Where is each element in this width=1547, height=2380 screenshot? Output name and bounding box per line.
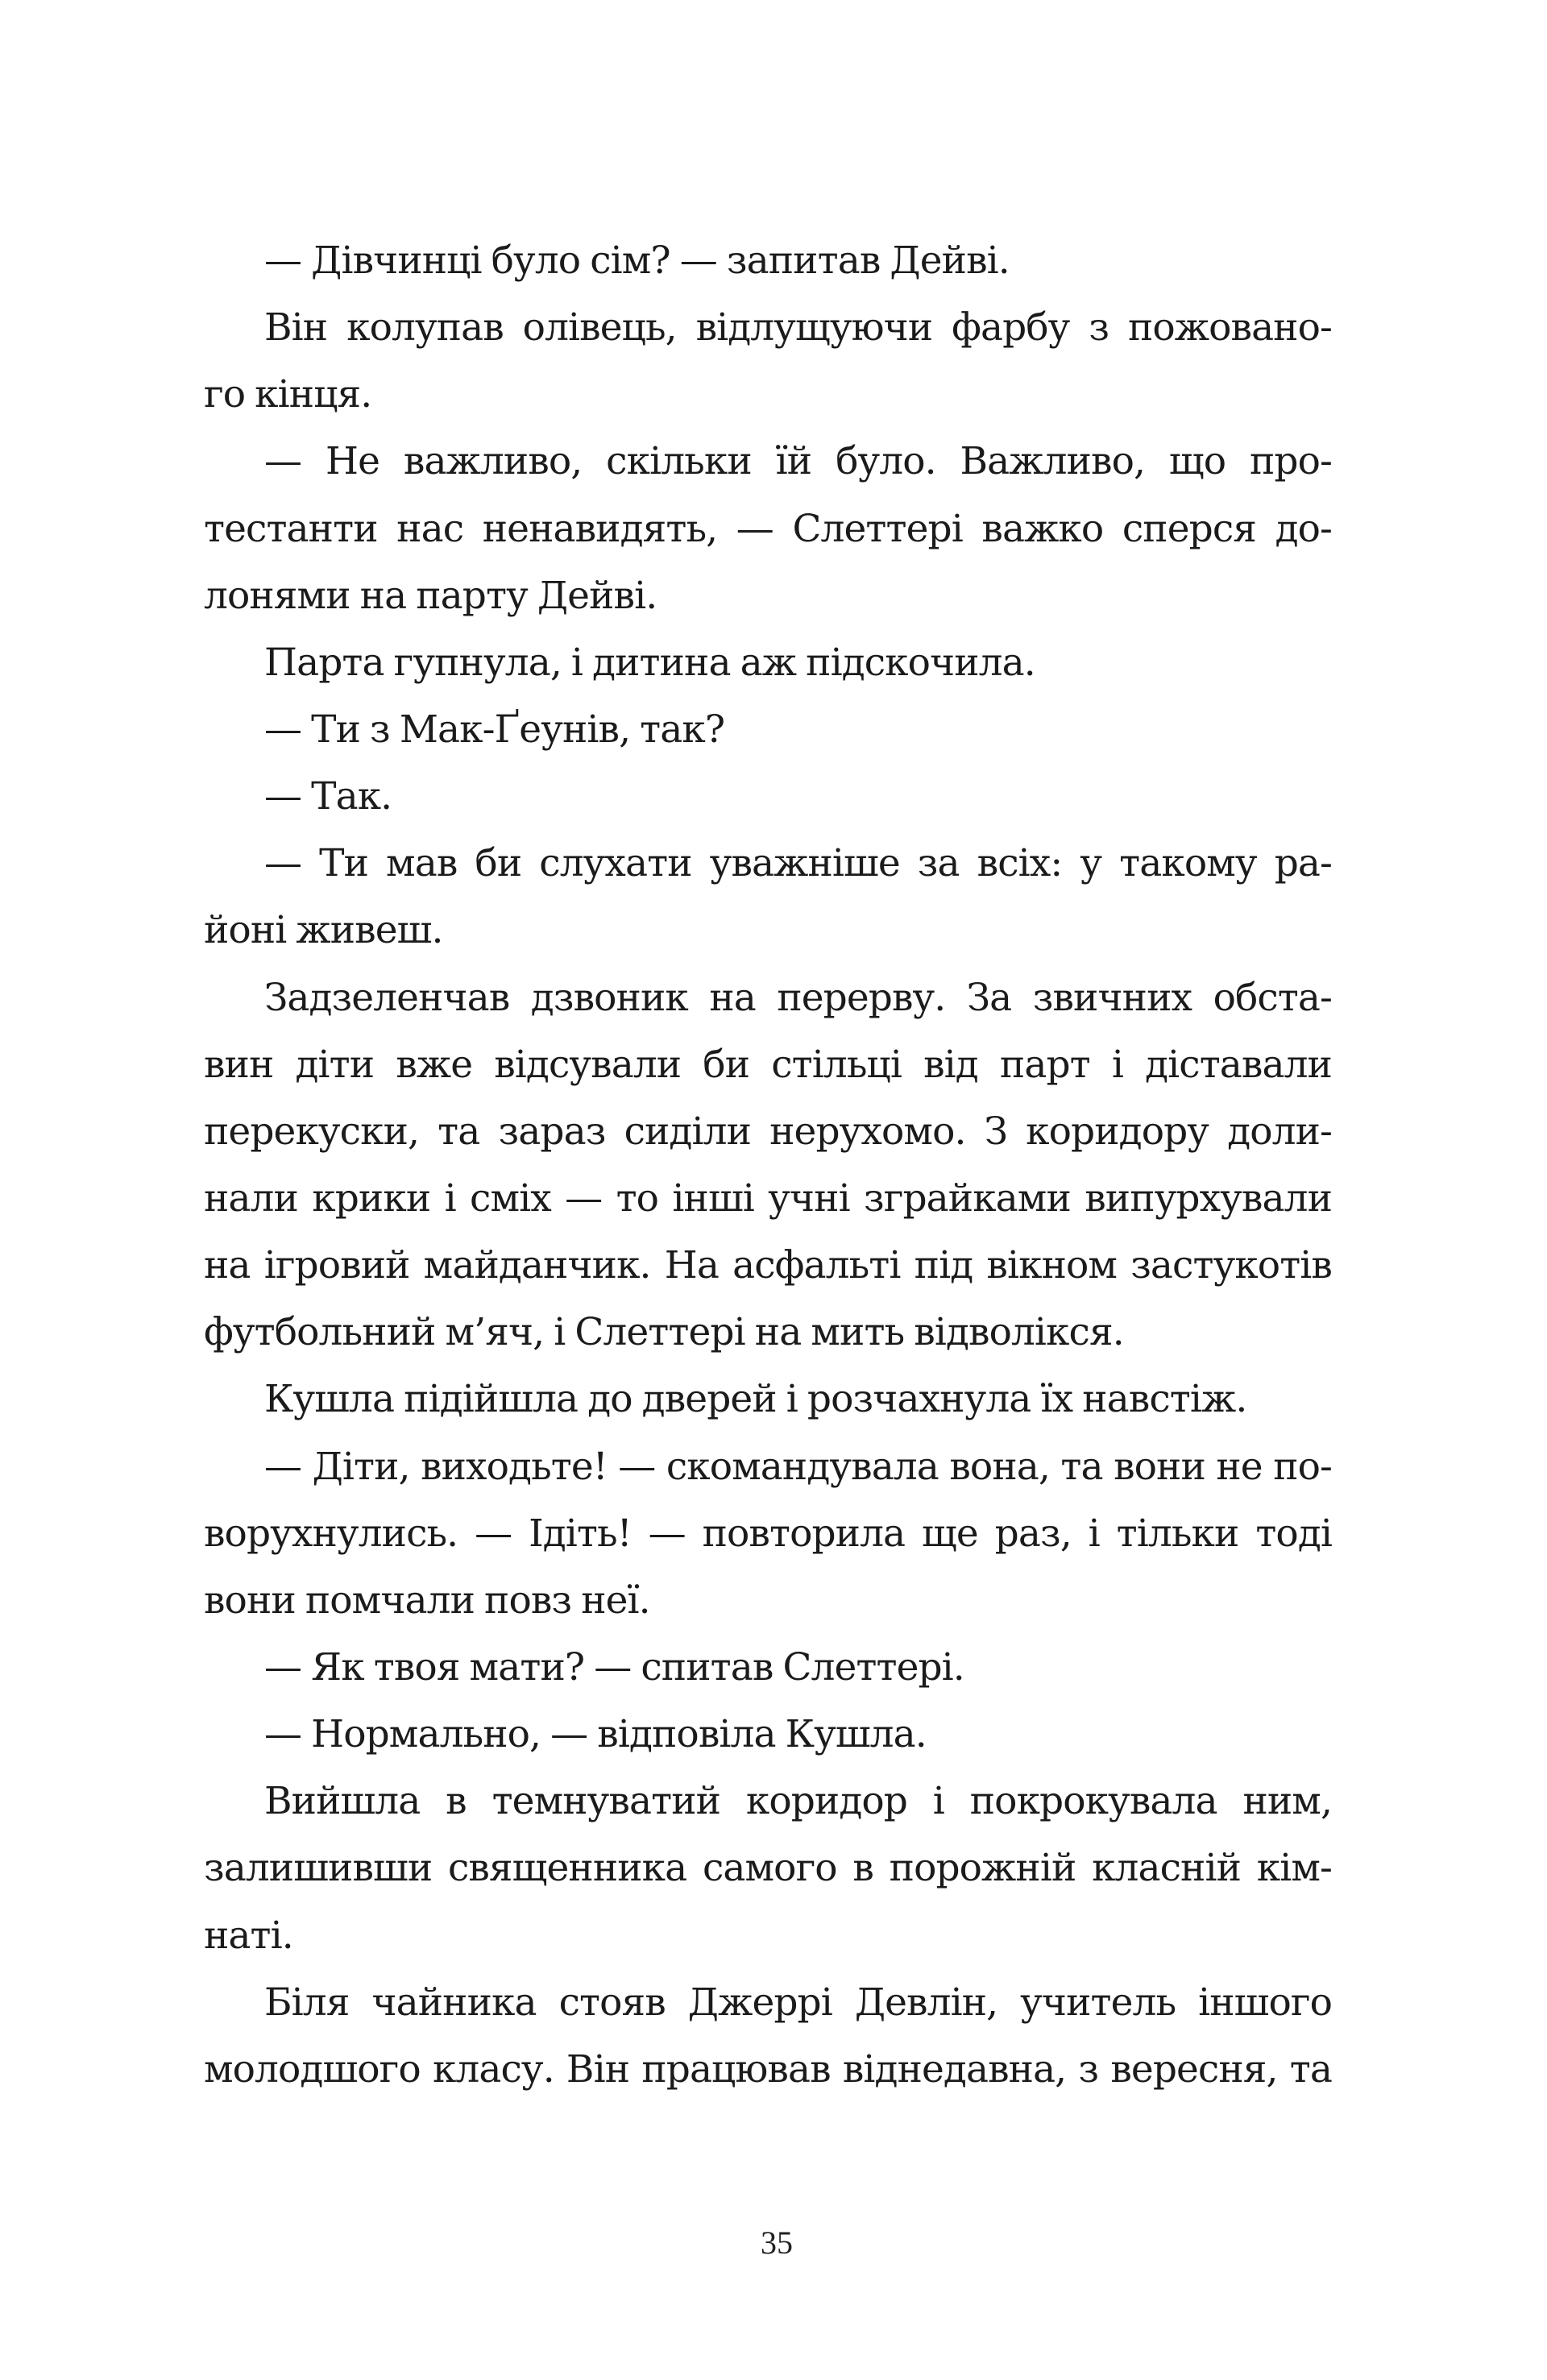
text-line: молодшого класу. Він працював віднедавна, з вересня, та bbox=[204, 2046, 1332, 2092]
text-line: — Діти, виходьте! — скомандувала вона, та вони не по- bbox=[264, 1444, 1332, 1489]
text-line: Кушла підійшла до дверей і розчахнула їх навстіж. bbox=[264, 1377, 1247, 1422]
text-line: йоні живеш. bbox=[204, 908, 443, 953]
text-line: го кінця. bbox=[204, 372, 372, 417]
text-line: — Дівчинці було сім? — запитав Дейві. bbox=[264, 238, 1010, 283]
text-line: — Нормально, — відповіла Кушла. bbox=[264, 1712, 927, 1757]
text-line: футбольний м’яч, і Слеттері на мить відволікся. bbox=[204, 1310, 1124, 1355]
text-line: — Ти мав би слухати уважніше за всіх: у такому ра- bbox=[264, 841, 1332, 886]
text-line: лонями на парту Дейві. bbox=[204, 573, 657, 618]
text-line: вони помчали повз неї. bbox=[204, 1578, 650, 1623]
text-line: залишивши священника самого в порожній класній кім- bbox=[204, 1846, 1332, 1891]
text-line: — Не важливо, скільки їй було. Важливо, що про- bbox=[264, 439, 1332, 484]
text-line: — Як твоя мати? — спитав Слеттері. bbox=[264, 1644, 964, 1690]
text-line: Біля чайника стояв Джеррі Девлін, учитель іншого bbox=[264, 1980, 1332, 2025]
text-line: Він колупав олівець, відлущуючи фарбу з пожовано- bbox=[264, 305, 1332, 350]
text-line: тестанти нас ненавидять, — Слеттері важко сперся до- bbox=[204, 506, 1332, 551]
text-line: — Ти з Мак-Ґеунів, так? bbox=[264, 707, 725, 752]
text-line: Вийшла в темнуватий коридор і покрокувала ним, bbox=[264, 1779, 1332, 1824]
text-line: наті. bbox=[204, 1913, 293, 1958]
text-line: нали крики і сміх — то інші учні зграйками випурхували bbox=[204, 1175, 1332, 1221]
text-line: вин діти вже відсували би стільці від парт і діставали bbox=[204, 1042, 1332, 1087]
text-line: Парта гупнула, і дитина аж підскочила. bbox=[264, 640, 1035, 685]
text-line: на ігровий майданчик. На асфальті під вікном застукотів bbox=[204, 1243, 1332, 1288]
text-line: ворухнулись. — Ідіть! — повторила ще раз, і тільки тоді bbox=[204, 1511, 1332, 1556]
text-line: Задзеленчав дзвоник на перерву. За звичних обста- bbox=[264, 975, 1332, 1020]
page-number: 35 bbox=[761, 2225, 793, 2261]
body-text bbox=[204, 227, 1332, 2103]
text-line: перекуски, та зараз сиділи нерухомо. З коридору доли- bbox=[204, 1109, 1332, 1154]
text-line: — Так. bbox=[264, 774, 392, 819]
